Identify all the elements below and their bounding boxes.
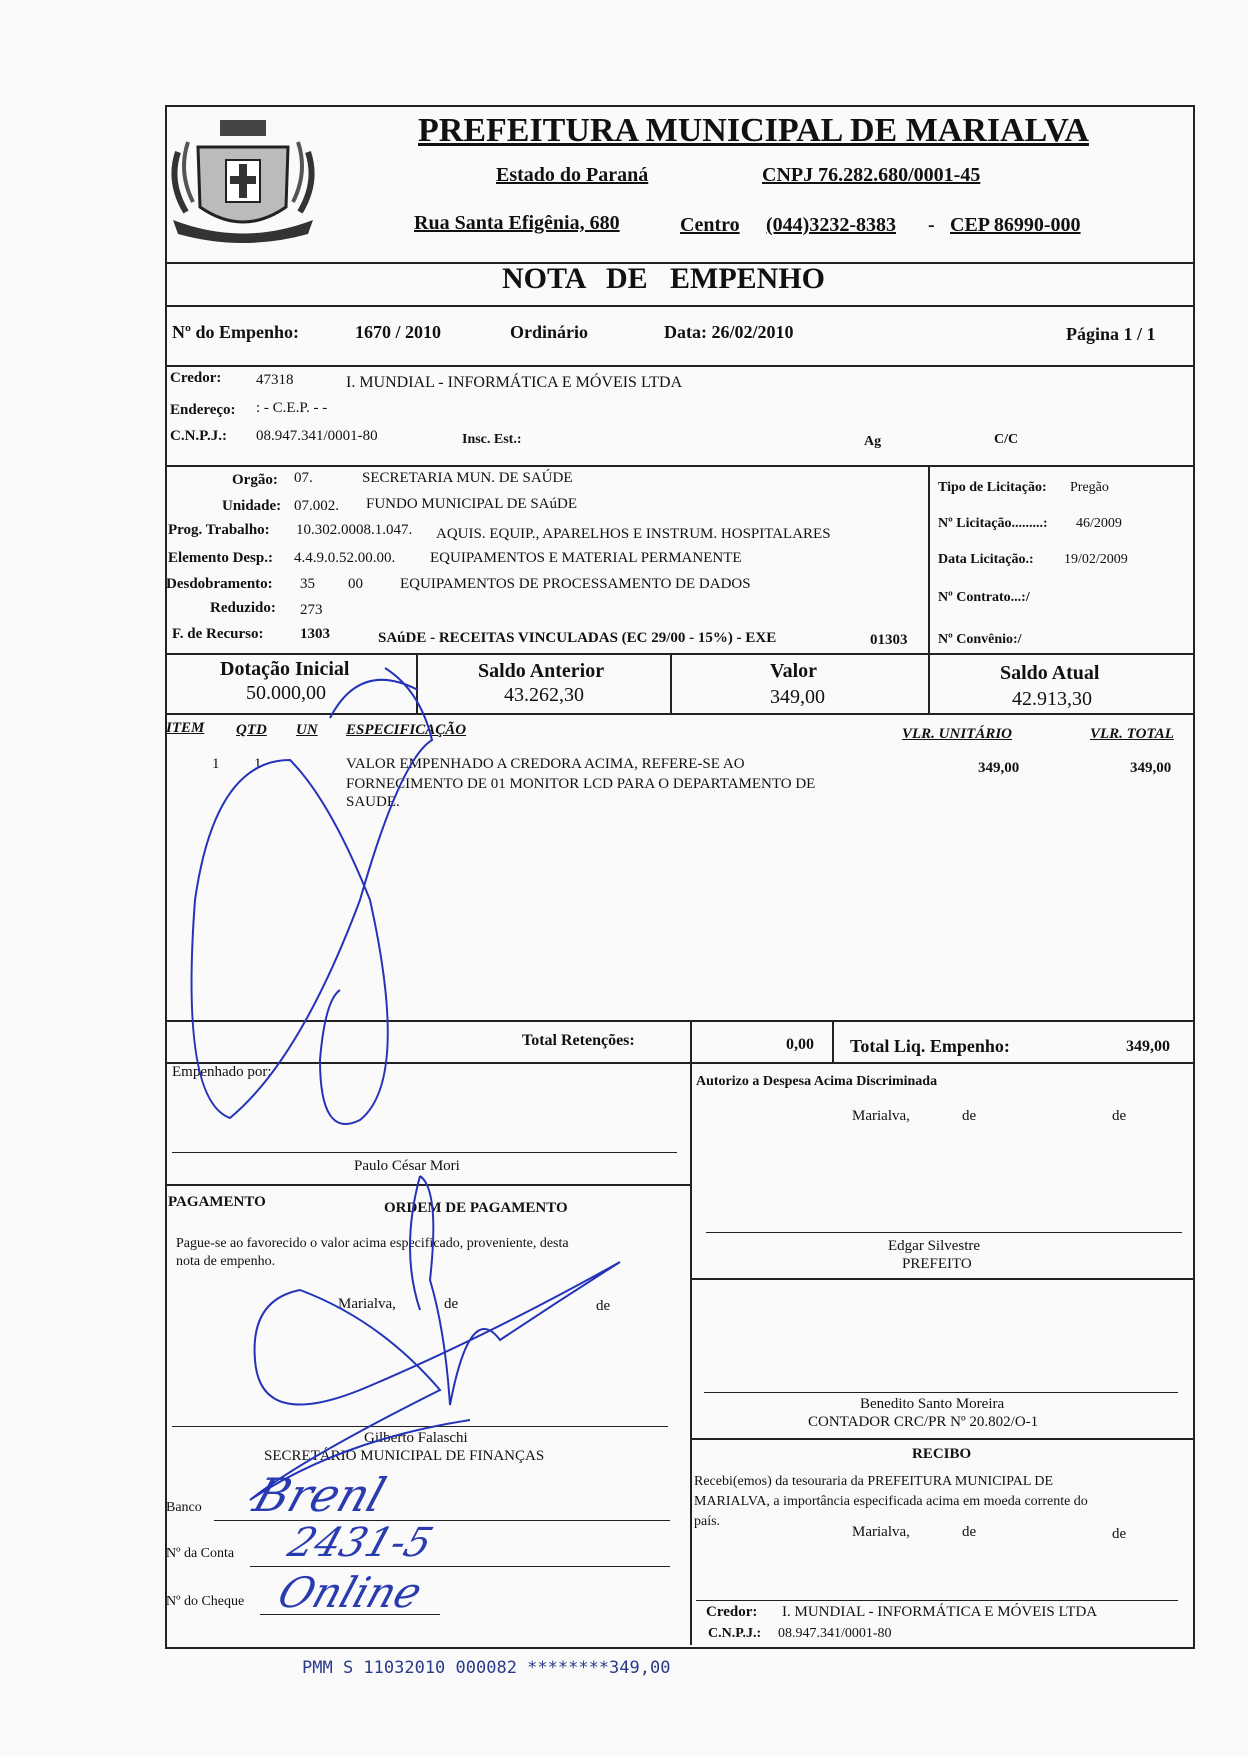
recibo-cnpj-value: 08.947.341/0001-80 xyxy=(778,1626,892,1641)
recibo-text-line1: Recebi(emos) da tesouraria da PREFEITURA MUNICIPAL DE xyxy=(694,1474,1054,1489)
item-desc-line3: SAUDE. xyxy=(346,794,400,810)
reduzido-value: 273 xyxy=(300,602,323,618)
col-un: UN xyxy=(296,722,318,738)
recibo-text-line2: MARIALVA, a importância especificada acima em moeda corrente do xyxy=(694,1494,1088,1509)
item-number: 1 xyxy=(212,756,220,772)
orgao-label: Orgão: xyxy=(232,472,278,488)
recibo-city: Marialva, xyxy=(852,1524,910,1540)
convenio-label: Nº Convênio:/ xyxy=(938,632,1022,647)
total-retencoes-value: 0,00 xyxy=(786,1036,814,1053)
doc-title-nota: NOTA xyxy=(502,262,587,295)
mayor-title: PREFEITO xyxy=(902,1256,972,1272)
item-desc-line1: VALOR EMPENHADO A CREDORA ACIMA, REFERE-SE AO xyxy=(346,756,745,772)
total-liq-value: 349,00 xyxy=(1126,1038,1170,1055)
recurso-code: 1303 xyxy=(300,626,330,642)
address-label: Endereço: xyxy=(170,402,236,418)
doc-title-de: DE xyxy=(606,262,648,295)
desdobramento-name: EQUIPAMENTOS DE PROCESSAMENTO DE DADOS xyxy=(400,576,751,592)
orgao-name: SECRETARIA MUN. DE SAÚDE xyxy=(362,470,573,486)
insc-label: Insc. Est.: xyxy=(462,432,522,447)
item-total-value: 349,00 xyxy=(1130,760,1172,776)
desdobramento-label: Desdobramento: xyxy=(166,576,273,592)
pagamento-de2: de xyxy=(596,1298,611,1314)
ordem-pagamento-title: ORDEM DE PAGAMENTO xyxy=(384,1200,568,1216)
empenhado-por-label: Empenhado por: xyxy=(172,1064,272,1080)
pagamento-text-line2: nota de empenho. xyxy=(176,1254,276,1269)
saldo-atual-value: 42.913,30 xyxy=(1012,688,1092,710)
prog-label: Prog. Trabalho: xyxy=(168,522,270,538)
pagamento-text-line1: Pague-se ao favorecido o valor acima especificado, proveniente, desta xyxy=(176,1236,569,1251)
elemento-code: 4.4.9.0.52.00.00. xyxy=(294,550,396,566)
num-licitacao-label: Nº Licitação.........: xyxy=(938,516,1048,531)
data-licitacao-value: 19/02/2009 xyxy=(1064,552,1128,567)
street-address: Rua Santa Efigênia, 680 xyxy=(414,212,620,234)
data-licitacao-label: Data Licitação.: xyxy=(938,552,1034,567)
autorizo-title: Autorizo a Despesa Acima Discriminada xyxy=(696,1074,938,1089)
desdobramento-code: 35 xyxy=(300,576,315,592)
autorizo-de1: de xyxy=(962,1108,977,1124)
recibo-de2: de xyxy=(1112,1526,1127,1542)
district: Centro xyxy=(680,214,740,236)
secretary-name: Gilberto Falaschi xyxy=(364,1430,468,1446)
col-especificacao: ESPECIFICAÇÃO xyxy=(346,722,467,738)
municipality-title: PREFEITURA MUNICIPAL DE MARIALVA xyxy=(418,112,1089,149)
cc-label: C/C xyxy=(994,432,1019,447)
address-value: : - C.E.P. - - xyxy=(256,400,328,416)
col-item: ITEM xyxy=(166,720,205,736)
total-retencoes-label: Total Retenções: xyxy=(522,1032,635,1049)
saldo-atual-label: Saldo Atual xyxy=(1000,662,1100,684)
cep: CEP 86990-000 xyxy=(950,214,1081,236)
col-qtd: QTD xyxy=(236,722,267,738)
item-qtd: 1 xyxy=(254,756,262,772)
saldo-anterior-value: 43.262,30 xyxy=(504,684,584,706)
banco-label: Banco xyxy=(166,1500,202,1515)
cnpj-label: C.N.P.J.: xyxy=(170,428,227,444)
valor-value: 349,00 xyxy=(770,686,825,708)
secretary-title: SECRETÁRIO MUNICIPAL DE FINANÇAS xyxy=(264,1448,545,1464)
desdobramento-sub: 00 xyxy=(348,576,363,592)
unidade-code: 07.002. xyxy=(294,498,339,514)
empenho-date: Data: 26/02/2010 xyxy=(664,322,794,342)
reduzido-label: Reduzido: xyxy=(210,600,276,616)
prog-name: AQUIS. EQUIP., APARELHOS E INSTRUM. HOSPITALARES xyxy=(436,526,831,542)
contrato-label: Nº Contrato...:/ xyxy=(938,590,1030,605)
recurso-tail: 01303 xyxy=(870,632,908,648)
unidade-label: Unidade: xyxy=(222,498,282,514)
recibo-credor-name: I. MUNDIAL - INFORMÁTICA E MÓVEIS LTDA xyxy=(782,1604,1098,1620)
recibo-de1: de xyxy=(962,1524,977,1540)
conta-handwritten: 2431-5 xyxy=(282,1520,439,1566)
recurso-label: F. de Recurso: xyxy=(172,626,264,642)
valor-label: Valor xyxy=(770,660,818,682)
mayor-name: Edgar Silvestre xyxy=(888,1238,981,1254)
elemento-label: Elemento Desp.: xyxy=(168,550,273,566)
state-name: Estado do Paraná xyxy=(496,164,649,186)
col-vlr-total: VLR. TOTAL xyxy=(1090,726,1174,742)
cheque-handwritten: Online xyxy=(272,1568,429,1617)
prog-code: 10.302.0008.1.047. xyxy=(296,522,413,538)
col-vlr-unitario: VLR. UNITÁRIO xyxy=(902,726,1013,742)
phone: (044)3232-8383 xyxy=(766,214,896,236)
cheque-label: Nº do Cheque xyxy=(166,1594,245,1609)
cnpj-header: CNPJ 76.282.680/0001-45 xyxy=(762,164,981,186)
accountant-title: CONTADOR CRC/PR Nº 20.802/O-1 xyxy=(808,1414,1039,1430)
autorizo-de2: de xyxy=(1112,1108,1127,1124)
pagamento-label: PAGAMENTO xyxy=(168,1194,266,1210)
num-licitacao-value: 46/2009 xyxy=(1076,516,1122,531)
ag-label: Ag xyxy=(864,434,882,449)
separator-dash: - xyxy=(928,214,935,236)
page-number: Página 1 / 1 xyxy=(1066,324,1156,344)
empenhado-por-name: Paulo César Mori xyxy=(354,1158,460,1174)
saldo-anterior-label: Saldo Anterior xyxy=(478,660,605,682)
empenho-type: Ordinário xyxy=(510,322,589,342)
total-liq-label: Total Liq. Empenho: xyxy=(850,1036,1010,1056)
cnpj-value: 08.947.341/0001-80 xyxy=(256,428,378,444)
credor-code: 47318 xyxy=(256,372,294,388)
empenho-number: 1670 / 2010 xyxy=(355,322,442,342)
tipo-licitacao-value: Pregão xyxy=(1070,480,1109,495)
item-unit-value: 349,00 xyxy=(978,760,1020,776)
elemento-name: EQUIPAMENTOS E MATERIAL PERMANENTE xyxy=(430,550,742,566)
tipo-licitacao-label: Tipo de Licitação: xyxy=(938,480,1047,495)
item-desc-line2: FORNECIMENTO DE 01 MONITOR LCD PARA O DEPARTAMENTO DE xyxy=(346,776,816,792)
recibo-title: RECIBO xyxy=(912,1446,972,1462)
recibo-credor-label: Credor: xyxy=(706,1604,758,1620)
unidade-name: FUNDO MUNICIPAL DE SAúDE xyxy=(366,496,577,512)
recibo-cnpj-label: C.N.P.J.: xyxy=(708,1626,762,1641)
credor-name: I. MUNDIAL - INFORMÁTICA E MÓVEIS LTDA xyxy=(346,374,683,391)
recibo-text-line3: país. xyxy=(694,1514,721,1529)
empenho-label: Nº do Empenho: xyxy=(172,322,299,342)
payment-stamp: PMM S 11032010 000082 ********349,00 xyxy=(302,1658,671,1678)
recurso-name: SAúDE - RECEITAS VINCULADAS (EC 29/00 - 15%) - EXE xyxy=(378,630,777,646)
dotacao-value: 50.000,00 xyxy=(246,682,326,704)
dotacao-label: Dotação Inicial xyxy=(220,658,350,680)
pagamento-city: Marialva, xyxy=(338,1296,396,1312)
credor-label: Credor: xyxy=(170,370,222,386)
orgao-code: 07. xyxy=(294,470,313,486)
autorizo-city: Marialva, xyxy=(852,1108,910,1124)
pagamento-de1: de xyxy=(444,1296,459,1312)
doc-title-empenho: EMPENHO xyxy=(670,262,825,295)
banco-handwritten: Brenl xyxy=(247,1468,393,1522)
accountant-name: Benedito Santo Moreira xyxy=(860,1396,1005,1412)
conta-label: Nº da Conta xyxy=(166,1546,235,1561)
